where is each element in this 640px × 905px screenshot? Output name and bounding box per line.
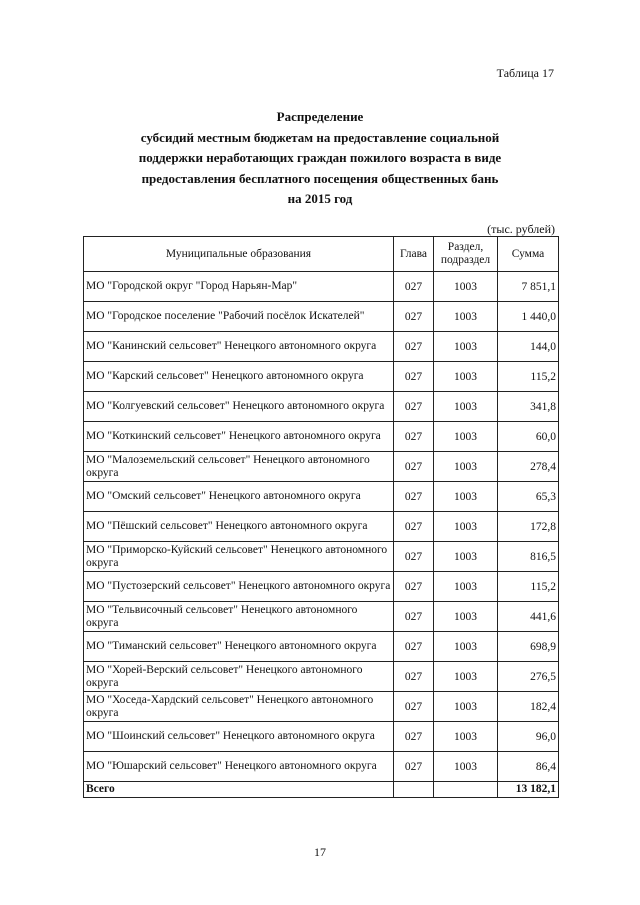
total-empty-cell: [394, 782, 434, 798]
chapter-cell: 027: [394, 302, 434, 332]
chapter-cell: 027: [394, 572, 434, 602]
section-cell: 1003: [434, 662, 498, 692]
section-cell: 1003: [434, 512, 498, 542]
chapter-cell: 027: [394, 542, 434, 572]
table-row: [84, 602, 559, 632]
chapter-cell: 027: [394, 392, 434, 422]
table-row: [84, 572, 559, 602]
section-cell: 1003: [434, 392, 498, 422]
municipality-name-cell: МО "Хоседа-Хардский сельсовет" Ненецкого автономного округа: [84, 692, 394, 722]
chapter-cell: 027: [394, 422, 434, 452]
chapter-cell: 027: [394, 362, 434, 392]
sum-cell: 182,4: [498, 692, 559, 722]
total-row: [84, 782, 559, 798]
municipality-name-cell: МО "Омский сельсовет" Ненецкого автономного округа: [84, 482, 394, 512]
section-cell: 1003: [434, 542, 498, 572]
section-cell: 1003: [434, 362, 498, 392]
municipality-name-cell: МО "Городское поселение "Рабочий посёлок Искателей": [84, 302, 394, 332]
municipality-name-cell: МО "Коткинский сельсовет" Ненецкого автономного округа: [84, 422, 394, 452]
sum-cell: 276,5: [498, 662, 559, 692]
distribution-table: [83, 236, 559, 798]
sum-cell: 7 851,1: [498, 272, 559, 302]
chapter-cell: 027: [394, 482, 434, 512]
sum-cell: 65,3: [498, 482, 559, 512]
document-title: [80, 107, 560, 210]
chapter-cell: 027: [394, 632, 434, 662]
total-label: Всего: [84, 782, 394, 798]
total-sum: 13 182,1: [498, 782, 559, 798]
table-row: [84, 542, 559, 572]
table-row: [84, 692, 559, 722]
sum-cell: 816,5: [498, 542, 559, 572]
municipality-name-cell: МО "Шоинский сельсовет" Ненецкого автономного округа: [84, 722, 394, 752]
chapter-cell: 027: [394, 662, 434, 692]
sum-cell: 144,0: [498, 332, 559, 362]
table-row: [84, 332, 559, 362]
municipality-name-cell: МО "Городской округ "Город Нарьян-Мар": [84, 272, 394, 302]
table-row: [84, 362, 559, 392]
title-line: на 2015 год: [287, 191, 353, 206]
municipality-name-cell: МО "Юшарский сельсовет" Ненецкого автономного округа: [84, 752, 394, 782]
table-row: [84, 452, 559, 482]
column-header-chapter: Глава: [394, 237, 434, 272]
sum-cell: 86,4: [498, 752, 559, 782]
column-header-section: Раздел, подраздел: [434, 237, 498, 272]
total-empty-cell: [434, 782, 498, 798]
section-cell: 1003: [434, 272, 498, 302]
chapter-cell: 027: [394, 722, 434, 752]
table-row: [84, 722, 559, 752]
sum-cell: 172,8: [498, 512, 559, 542]
section-cell: 1003: [434, 602, 498, 632]
title-line: Распределение: [276, 109, 364, 124]
table-header-row: [84, 237, 559, 272]
municipality-name-cell: МО "Тиманский сельсовет" Ненецкого автономного округа: [84, 632, 394, 662]
municipality-name-cell: МО "Пустозерский сельсовет" Ненецкого автономного округа: [84, 572, 394, 602]
municipality-name-cell: МО "Малоземельский сельсовет" Ненецкого автономного округа: [84, 452, 394, 482]
sum-cell: 115,2: [498, 362, 559, 392]
section-cell: 1003: [434, 332, 498, 362]
municipality-name-cell: МО "Хорей-Верский сельсовет" Ненецкого автономного округа: [84, 662, 394, 692]
table-row: [84, 482, 559, 512]
section-cell: 1003: [434, 302, 498, 332]
table-row: [84, 662, 559, 692]
sum-cell: 60,0: [498, 422, 559, 452]
section-cell: 1003: [434, 452, 498, 482]
column-header-name: Муниципальные образования: [84, 237, 394, 272]
section-cell: 1003: [434, 692, 498, 722]
municipality-name-cell: МО "Колгуевский сельсовет" Ненецкого автономного округа: [84, 392, 394, 422]
title-line: поддержки неработающих граждан пожилого возраста в виде: [138, 150, 502, 165]
sum-cell: 115,2: [498, 572, 559, 602]
column-header-sum: Сумма: [498, 237, 559, 272]
municipality-name-cell: МО "Тельвисочный сельсовет" Ненецкого автономного округа: [84, 602, 394, 632]
table-label: Таблица 17: [496, 66, 554, 80]
section-cell: 1003: [434, 422, 498, 452]
table-row: [84, 302, 559, 332]
section-cell: 1003: [434, 632, 498, 662]
section-cell: 1003: [434, 482, 498, 512]
municipality-name-cell: МО "Пёшский сельсовет" Ненецкого автономного округа: [84, 512, 394, 542]
table-row: [84, 512, 559, 542]
table-row: [84, 422, 559, 452]
units-label: (тыс. рублей): [487, 222, 555, 236]
section-cell: 1003: [434, 752, 498, 782]
chapter-cell: 027: [394, 752, 434, 782]
sum-cell: 698,9: [498, 632, 559, 662]
chapter-cell: 027: [394, 272, 434, 302]
chapter-cell: 027: [394, 452, 434, 482]
table-row: [84, 272, 559, 302]
table-row: [84, 752, 559, 782]
page-number: 17: [314, 845, 326, 859]
sum-cell: 278,4: [498, 452, 559, 482]
table-row: [84, 632, 559, 662]
municipality-name-cell: МО "Карский сельсовет" Ненецкого автономного округа: [84, 362, 394, 392]
sum-cell: 1 440,0: [498, 302, 559, 332]
section-cell: 1003: [434, 722, 498, 752]
section-cell: 1003: [434, 572, 498, 602]
chapter-cell: 027: [394, 512, 434, 542]
chapter-cell: 027: [394, 602, 434, 632]
municipality-name-cell: МО "Приморско-Куйский сельсовет" Ненецкого автономного округа: [84, 542, 394, 572]
municipality-name-cell: МО "Канинский сельсовет" Ненецкого автономного округа: [84, 332, 394, 362]
chapter-cell: 027: [394, 332, 434, 362]
title-line: субсидий местным бюджетам на предоставление социальной: [140, 129, 500, 145]
chapter-cell: 027: [394, 692, 434, 722]
sum-cell: 96,0: [498, 722, 559, 752]
sum-cell: 341,8: [498, 392, 559, 422]
table-row: [84, 392, 559, 422]
sum-cell: 441,6: [498, 602, 559, 632]
title-line: предоставления бесплатного посещения общественных бань: [141, 170, 499, 186]
